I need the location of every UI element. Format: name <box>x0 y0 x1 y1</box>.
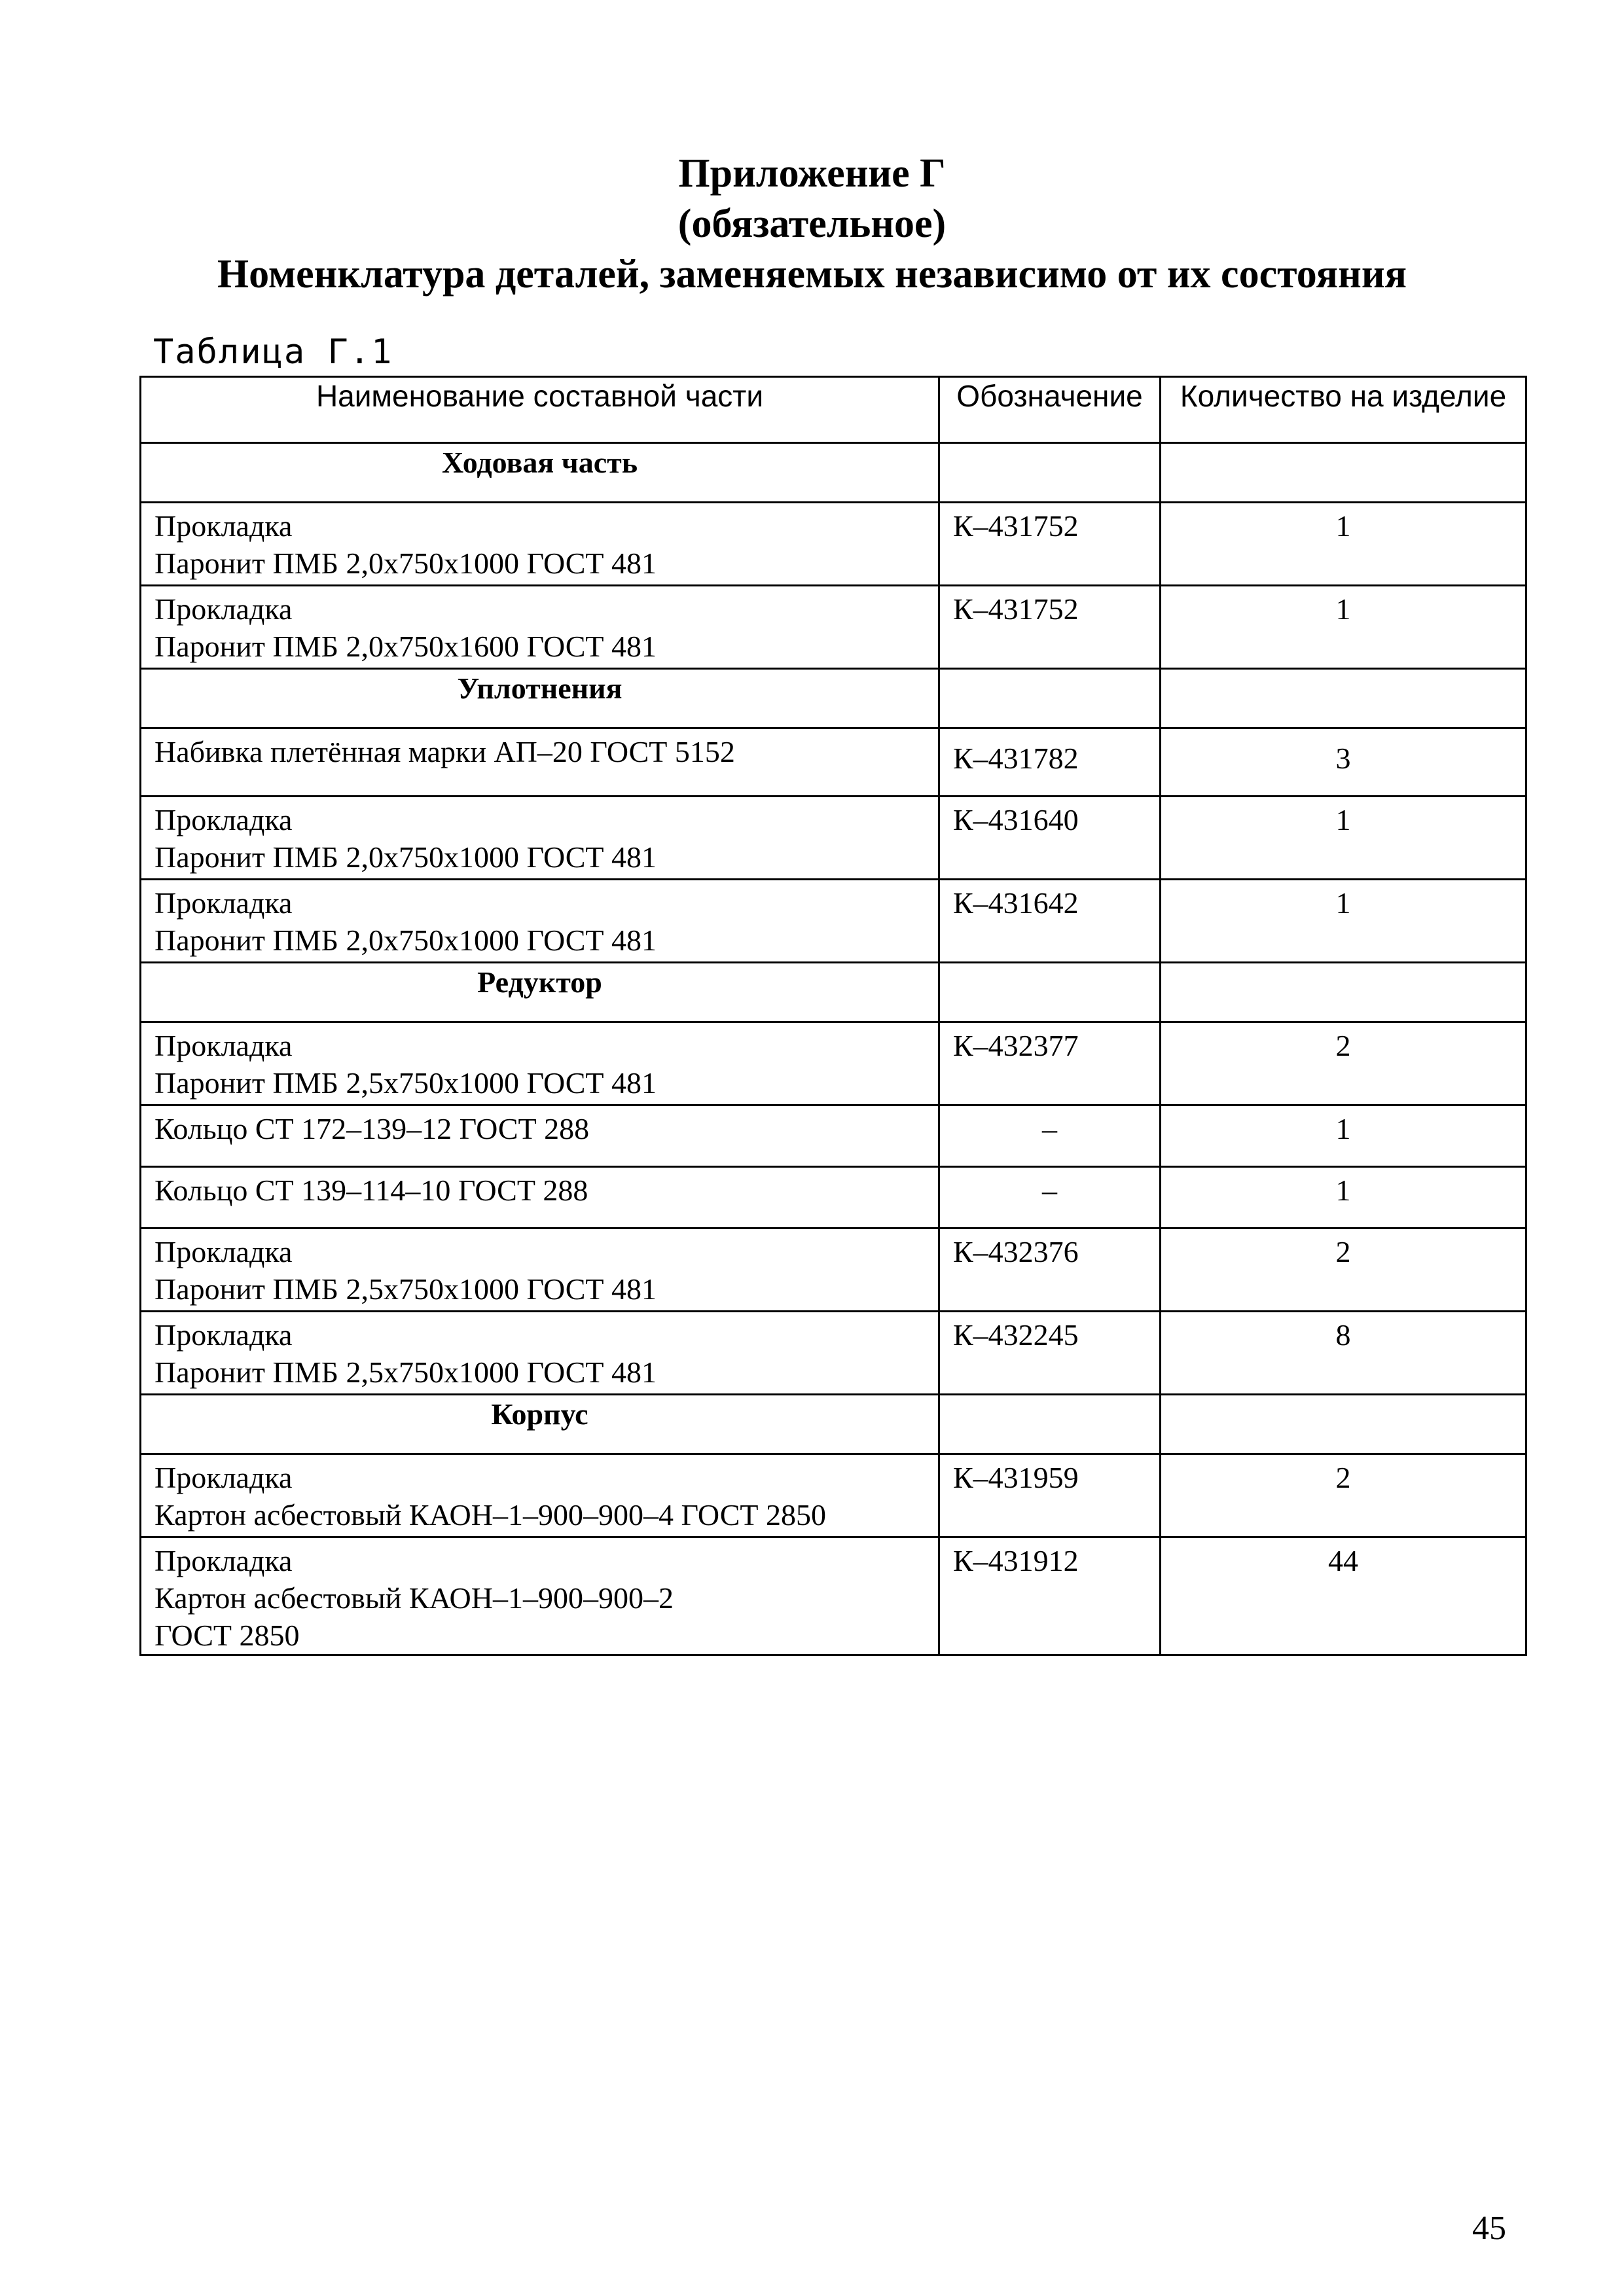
part-code: К–431959 <box>939 1454 1161 1537</box>
part-name: Прокладка Паронит ПМБ 2,0х750х1000 ГОСТ 481 <box>141 797 939 880</box>
part-quantity: 2 <box>1161 1022 1526 1105</box>
part-name: Набивка плетённая марки АП–20 ГОСТ 5152 <box>141 728 939 797</box>
part-code: – <box>939 1105 1161 1167</box>
table-row <box>141 1537 1526 1655</box>
part-quantity: 1 <box>1161 880 1526 963</box>
section-title: Ходовая часть <box>141 443 939 503</box>
part-code: К–431782 <box>939 728 1161 797</box>
table-row <box>141 1105 1526 1167</box>
part-quantity: 44 <box>1161 1537 1526 1655</box>
table-body <box>141 443 1526 1655</box>
part-code: К–431752 <box>939 586 1161 669</box>
part-code: К–431640 <box>939 797 1161 880</box>
page-number: 45 <box>1472 2210 1506 2247</box>
appendix-status: (обязательное) <box>677 202 947 246</box>
table-row <box>141 728 1526 797</box>
part-name: Прокладка Картон асбестовый КАОН–1–900–900–2 ГОСТ 2850 <box>141 1537 939 1655</box>
header-code: Обозначение <box>939 377 1161 443</box>
section-row <box>141 669 1526 728</box>
part-quantity: 3 <box>1161 728 1526 797</box>
part-quantity: 1 <box>1161 1105 1526 1167</box>
part-code: К–431642 <box>939 880 1161 963</box>
section-row <box>141 1395 1526 1454</box>
section-row <box>141 963 1526 1022</box>
part-name: Прокладка Картон асбестовый КАОН–1–900–900–4 ГОСТ 2850 <box>141 1454 939 1537</box>
table-row <box>141 1229 1526 1312</box>
part-name: Кольцо СТ 139–114–10 ГОСТ 288 <box>141 1167 939 1229</box>
table-row <box>141 797 1526 880</box>
table-row <box>141 880 1526 963</box>
table-row <box>141 1022 1526 1105</box>
part-code: К–432376 <box>939 1229 1161 1312</box>
header-quantity: Количество на изделие <box>1161 377 1526 443</box>
appendix-subtitle: Номенклатура деталей, заменяемых независимо от их состояния <box>217 252 1407 296</box>
part-quantity: 1 <box>1161 586 1526 669</box>
part-quantity: 1 <box>1161 797 1526 880</box>
part-name: Кольцо СТ 172–139–12 ГОСТ 288 <box>141 1105 939 1167</box>
table-row <box>141 1167 1526 1229</box>
section-title: Уплотнения <box>141 669 939 728</box>
part-quantity: 8 <box>1161 1312 1526 1395</box>
part-quantity: 1 <box>1161 1167 1526 1229</box>
section-row <box>141 443 1526 503</box>
part-name: Прокладка Паронит ПМБ 2,5х750х1000 ГОСТ 481 <box>141 1312 939 1395</box>
section-title: Корпус <box>141 1395 939 1454</box>
part-name: Прокладка Паронит ПМБ 2,5х750х1000 ГОСТ 481 <box>141 1022 939 1105</box>
part-name: Прокладка Паронит ПМБ 2,0х750х1600 ГОСТ 481 <box>141 586 939 669</box>
part-code: К–432245 <box>939 1312 1161 1395</box>
part-code: К–432377 <box>939 1022 1161 1105</box>
part-quantity: 1 <box>1161 503 1526 586</box>
table-row <box>141 1312 1526 1395</box>
header-name: Наименование составной части <box>141 377 939 443</box>
part-name: Прокладка Паронит ПМБ 2,0х750х1000 ГОСТ 481 <box>141 503 939 586</box>
appendix-title: Приложение Г <box>678 151 946 196</box>
parts-table <box>139 376 1527 1656</box>
table-row <box>141 586 1526 669</box>
part-code: – <box>939 1167 1161 1229</box>
part-name: Прокладка Паронит ПМБ 2,5х750х1000 ГОСТ 481 <box>141 1229 939 1312</box>
table-caption: Таблица Г.1 <box>153 332 393 372</box>
table-header-row <box>141 377 1526 443</box>
section-title: Редуктор <box>141 963 939 1022</box>
part-name: Прокладка Паронит ПМБ 2,0х750х1000 ГОСТ 481 <box>141 880 939 963</box>
table-row <box>141 503 1526 586</box>
part-quantity: 2 <box>1161 1454 1526 1537</box>
table-row <box>141 1454 1526 1537</box>
part-quantity: 2 <box>1161 1229 1526 1312</box>
part-code: К–431912 <box>939 1537 1161 1655</box>
part-code: К–431752 <box>939 503 1161 586</box>
